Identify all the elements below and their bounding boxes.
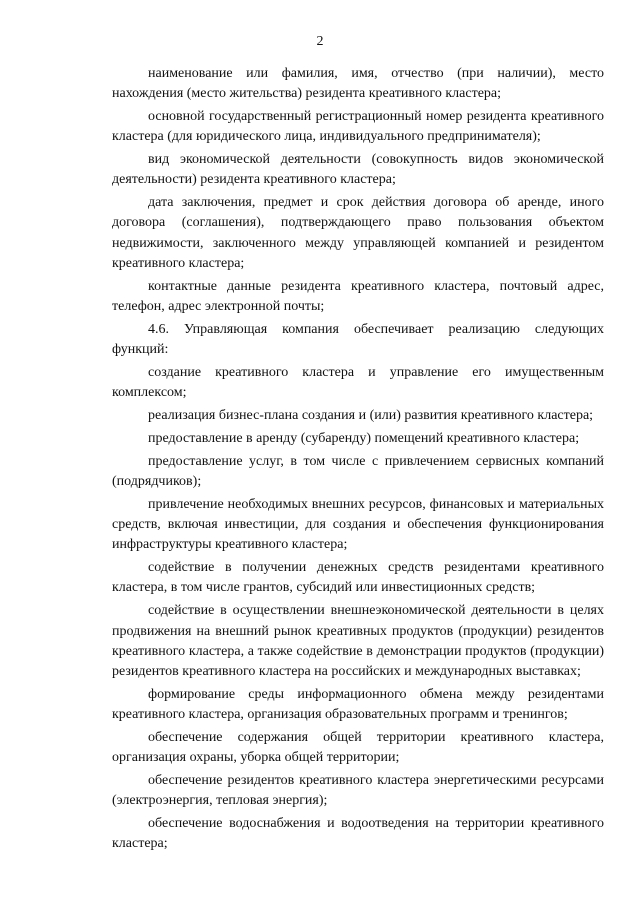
paragraph-funding-assistance: содействие в получении денежных средств резидентами креативного кластера, в том числе грантов, субсидий или инвестиционных средств;: [112, 560, 604, 596]
paragraph-territory-maintenance: обеспечение содержания общей территории креативного кластера, организация охраны, уборка общей территории;: [112, 729, 604, 766]
paragraph-contact-data: контактные данные резидента креативного кластера, почтовый адрес, телефон, адрес электронной почты;: [112, 278, 604, 314]
paragraph-resources: привлечение необходимых внешних ресурсов, финансовых и материальных средств, включая инвестиции, для создания и обеспечения функционирования инфраструктуры креативного кластера;: [112, 496, 604, 553]
paragraph-energy-resources: обеспечение резидентов креативного кластера энергетическими ресурсами (электроэнергия, тепловая энергия);: [112, 773, 604, 809]
paragraph-economic-activity: вид экономической деятельности (совокупность видов экономической деятельности) резидента креативного кластера;: [112, 152, 604, 188]
document-body: [112, 64, 604, 857]
page-number: 2: [316, 34, 324, 49]
paragraph-business-plan: реализация бизнес-плана создания и (или) развития креативного кластера;: [148, 408, 594, 424]
paragraph-resident-name-location: наименование или фамилия, имя, отчество (при наличии), место нахождения (место жительства) резидента креативного кластера;: [112, 66, 604, 102]
paragraph-services: предоставление услуг, в том числе с привлечением сервисных компаний (подрядчиков);: [112, 453, 604, 490]
paragraph-lease-agreement: дата заключения, предмет и срок действия договора об аренде, иного договора (соглашения), подтверждающего право пользования объектом недвижимости, заключенного между управляющей компанией и резидентом креативного кластера;: [112, 195, 604, 271]
paragraph-cluster-creation: создание креативного кластера и управление его имущественным комплексом;: [112, 364, 604, 401]
paragraph-foreign-economic-activity: содействие в осуществлении внешнеэкономической деятельности в целях продвижения на внешний рынок креативных продуктов (продукции) резидентов креативного кластера, а также содействие в демонстрации продуктов (продукции) резидентов креативного кластера на российских и международных выставках;: [112, 603, 604, 679]
paragraph-information-exchange: формирование среды информационного обмена между резидентами креативного кластера, организация образовательных программ и тренингов;: [112, 686, 604, 723]
paragraph-premises-lease: предоставление в аренду (субаренду) помещений креативного кластера;: [148, 430, 580, 446]
paragraph-water-supply: обеспечение водоснабжения и водоотведения на территории креативного кластера;: [112, 816, 604, 852]
paragraph-section-4-6: 4.6. Управляющая компания обеспечивает реализацию следующих функций:: [112, 321, 604, 358]
paragraph-registration-number: основной государственный регистрационный номер резидента креативного кластера (для юридического лица, индивидуального предпринимателя);: [112, 109, 604, 145]
